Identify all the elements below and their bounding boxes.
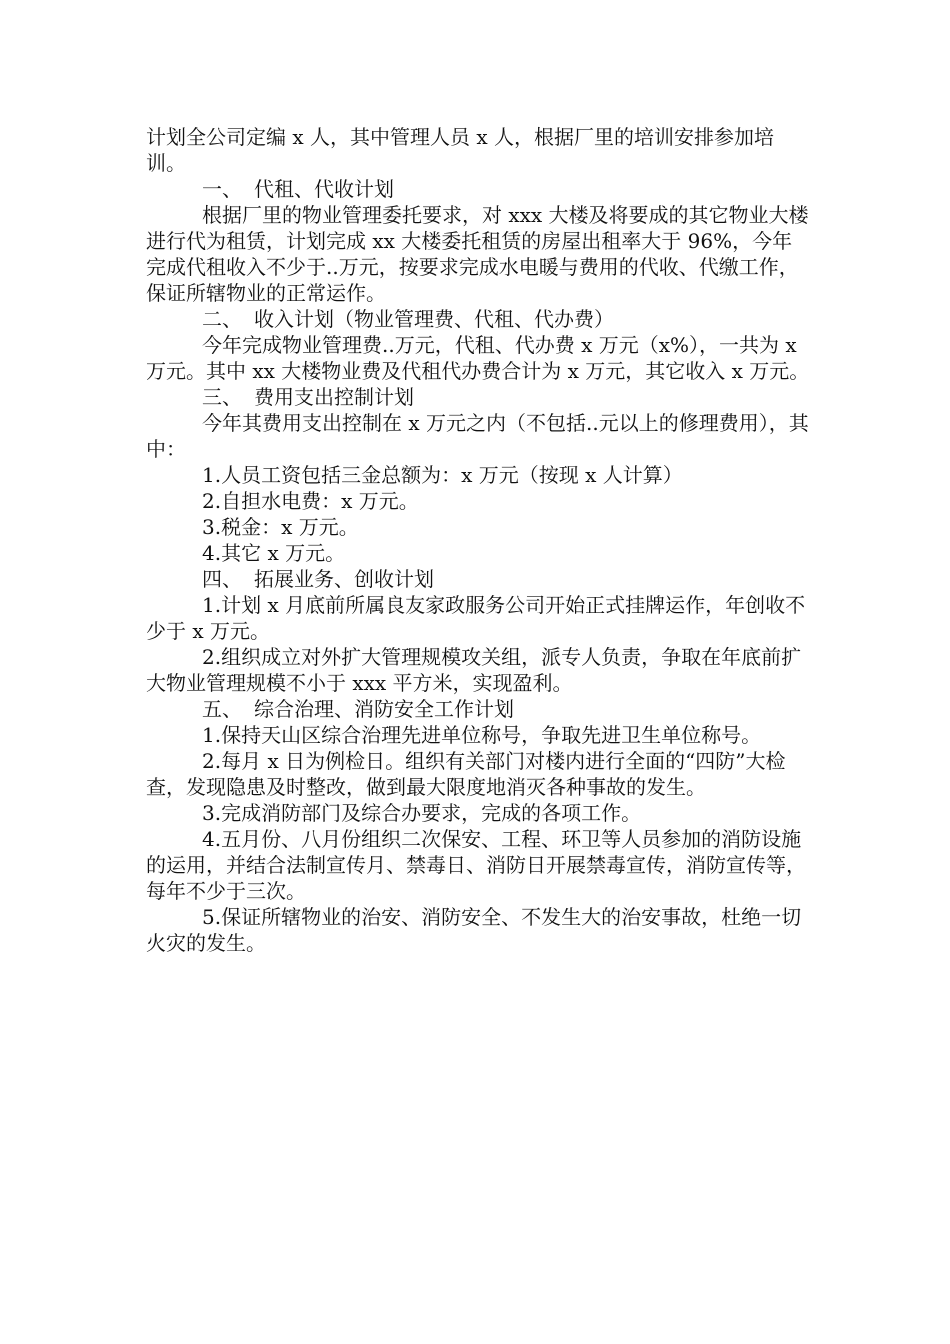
section-title: 费用支出控制计划 [254,385,414,409]
section-number: 五、 [202,697,242,721]
body-paragraph: 5.保证所辖物业的治安、消防安全、不发生大的治安事故，杜绝一切火灾的发生。 [146,905,802,955]
section-heading [146,384,812,410]
body-paragraph: 今年其费用支出控制在 x 万元之内（不包括..元以上的修理费用），其中： [146,411,809,461]
section-heading [146,306,812,332]
body-paragraph: 3.税金：x 万元。 [202,515,359,539]
body-paragraph: 1.人员工资包括三金总额为：x 万元（按现 x 人计算） [202,463,683,487]
section-number: 一、 [202,177,242,201]
document-body [146,124,812,956]
body-paragraph: 计划全公司定编 x 人，其中管理人员 x 人，根据厂里的培训安排参加培训。 [146,125,774,175]
section-heading [146,176,812,202]
body-paragraph: 2.每月 x 日为例检日。组织有关部门对楼内进行全面的“四防”大检查，发现隐患及时整改，做到最大限度地消灭各种事故的发生。 [146,749,786,799]
body-paragraph: 4.五月份、八月份组织二次保安、工程、环卫等人员参加的消防设施的运用，并结合法制宣传月、禁毒日、消防日开展禁毒宣传，消防宣传等，每年不少于三次。 [146,827,806,903]
section-number: 四、 [202,567,242,591]
section-heading [146,696,812,722]
body-paragraph: 1.保持天山区综合治理先进单位称号，争取先进卫生单位称号。 [202,723,762,747]
section-number: 三、 [202,385,242,409]
body-paragraph: 3.完成消防部门及综合办要求，完成的各项工作。 [202,801,642,825]
section-title: 收入计划（物业管理费、代租、代办费） [254,307,614,331]
section-title: 代租、代收计划 [254,177,394,201]
section-title: 拓展业务、创收计划 [254,567,434,591]
body-paragraph: 2.自担水电费：x 万元。 [202,489,419,513]
body-paragraph: 4.其它 x 万元。 [202,541,346,565]
body-paragraph: 1.计划 x 月底前所属良友家政服务公司开始正式挂牌运作，年创收不少于 x 万元。 [146,593,806,643]
body-paragraph: 今年完成物业管理费..万元，代租、代办费 x 万元（x%），一共为 x 万元。其中 xx 大楼物业费及代租代办费合计为 x 万元，其它收入 x 万元。 [146,333,810,383]
body-paragraph: 2.组织成立对外扩大管理规模攻关组，派专人负责，争取在年底前扩大物业管理规模不小于 xxx 平方米，实现盈利。 [146,645,802,695]
section-heading [146,566,812,592]
body-paragraph: 根据厂里的物业管理委托要求，对 xxx 大楼及将要成的其它物业大楼进行代为租赁，计划完成 xx 大楼委托租赁的房屋出租率大于 96%，今年完成代租收入不少于..万元，按要求完成水电暖与费用的代收、代缴工作，保证所辖物业的正常运作。 [146,203,809,305]
section-title: 综合治理、消防安全工作计划 [254,697,514,721]
section-number: 二、 [202,307,242,331]
